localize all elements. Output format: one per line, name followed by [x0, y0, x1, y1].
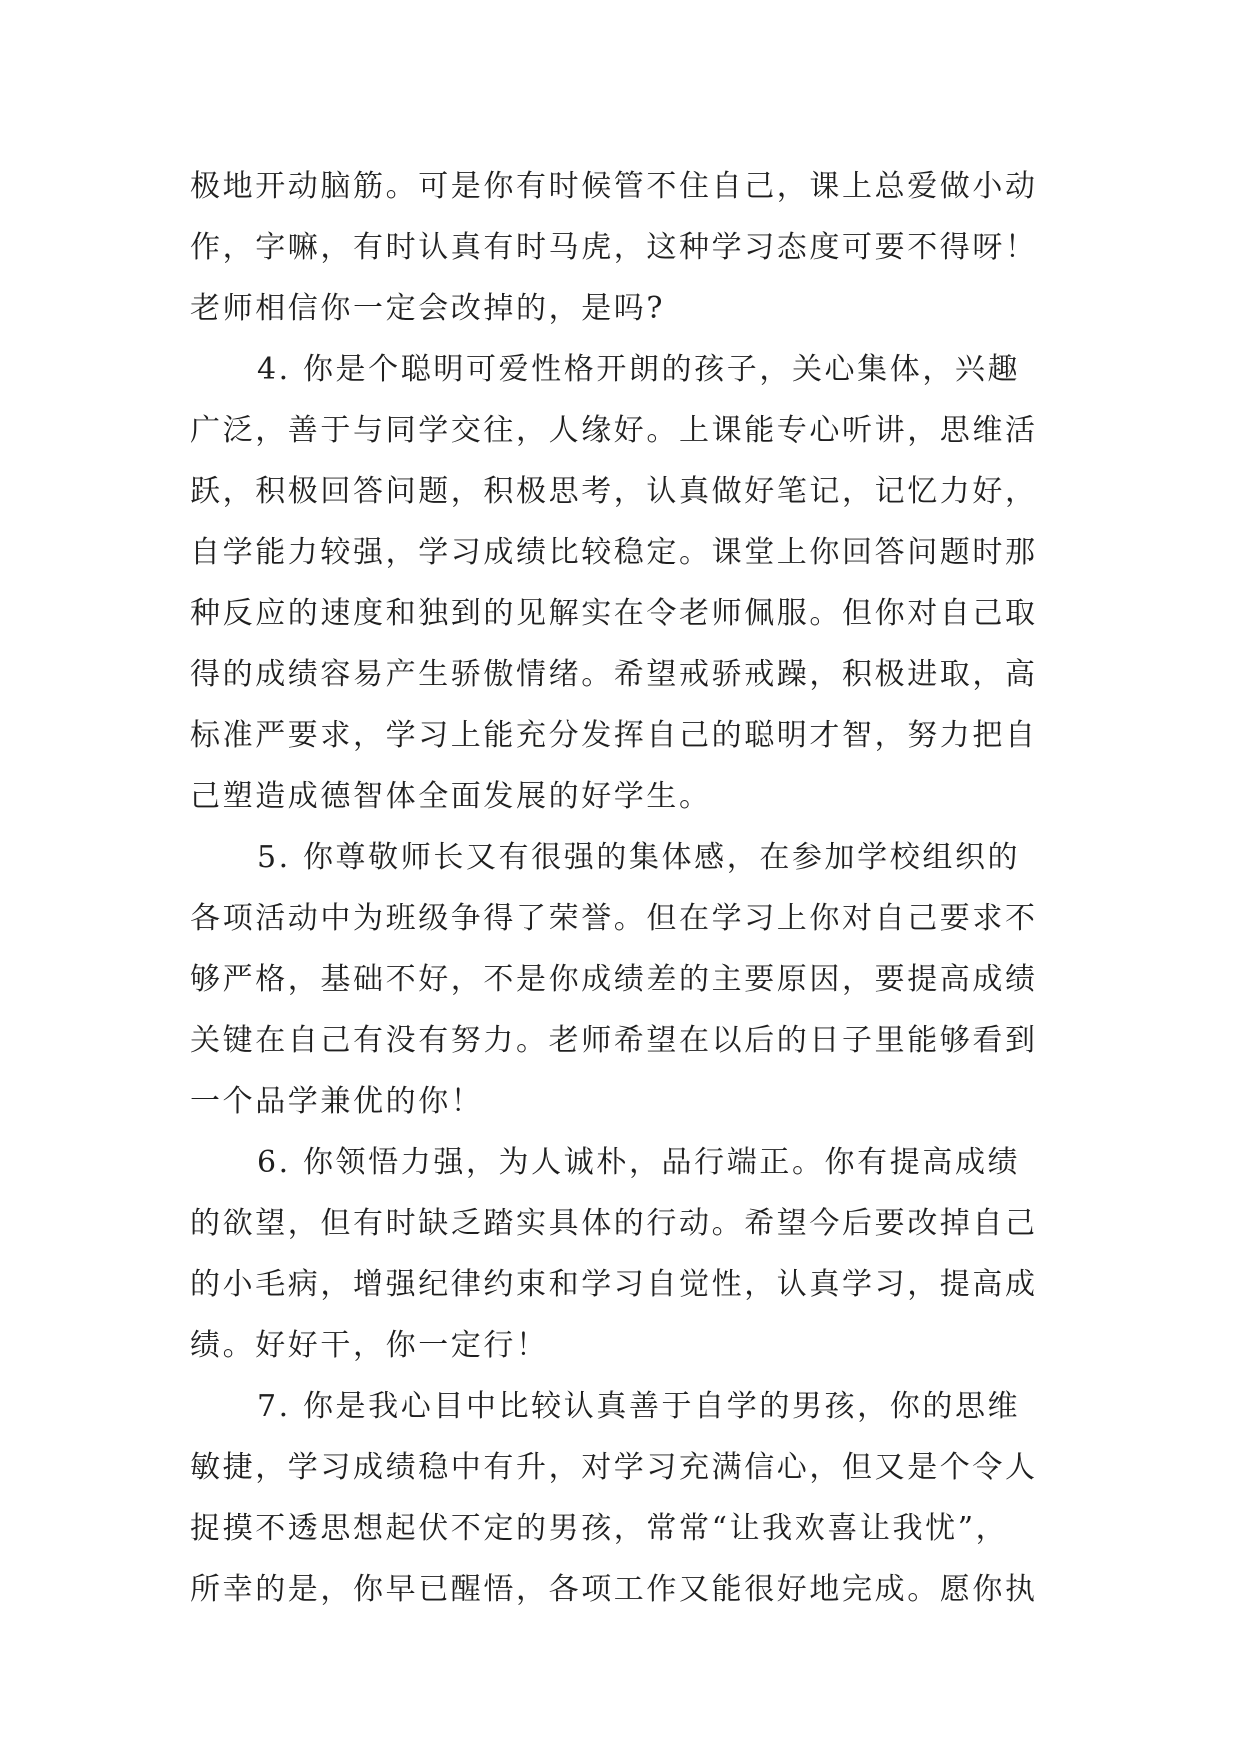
paragraph-5-start: 5. 你尊敬师长又有很强的集体感，在参加学校组织的 [257, 840, 1021, 875]
text-line: 的欲望，但有时缺乏踏实具体的行动。希望今后要改掉自己 [190, 1206, 1038, 1241]
text-line: 关键在自己有没有努力。老师希望在以后的日子里能够看到 [190, 1023, 1038, 1058]
text-line: 够严格，基础不好，不是你成绩差的主要原因，要提高成绩 [190, 962, 1038, 997]
text-line: 各项活动中为班级争得了荣誉。但在学习上你对自己要求不 [190, 901, 1038, 936]
text-line: 所幸的是，你早已醒悟，各项工作又能很好地完成。愿你执 [190, 1572, 1038, 1607]
text-line: 老师相信你一定会改掉的，是吗? [190, 291, 666, 326]
text-line: 种反应的速度和独到的见解实在令老师佩服。但你对自己取 [190, 596, 1038, 631]
text-line: 敏捷，学习成绩稳中有升，对学习充满信心，但又是个令人 [190, 1450, 1038, 1485]
text-line: 绩。好好干，你一定行！ [190, 1328, 549, 1363]
text-line: 得的成绩容易产生骄傲情绪。希望戒骄戒躁，积极进取，高 [190, 657, 1038, 692]
text-line: 一个品学兼优的你！ [190, 1084, 484, 1119]
text-line: 标准严要求，学习上能充分发挥自己的聪明才智，努力把自 [190, 718, 1038, 753]
text-line: 跃，积极回答问题，积极思考，认真做好笔记，记忆力好， [190, 474, 1038, 509]
paragraph-6-start: 6. 你领悟力强，为人诚朴，品行端正。你有提高成绩 [257, 1145, 1021, 1180]
text-line: 的小毛病，增强纪律约束和学习自觉性，认真学习，提高成 [190, 1267, 1038, 1302]
text-line: 捉摸不透思想起伏不定的男孩，常常“让我欢喜让我忧”， [190, 1511, 1009, 1546]
paragraph-4-start: 4. 你是个聪明可爱性格开朗的孩子，关心集体，兴趣 [257, 352, 1021, 387]
text-line: 自学能力较强，学习成绩比较稳定。课堂上你回答问题时那 [190, 535, 1038, 570]
paragraph-7-start: 7. 你是我心目中比较认真善于自学的男孩，你的思维 [257, 1389, 1021, 1424]
text-line: 极地开动脑筋。可是你有时候管不住自己，课上总爱做小动 [190, 169, 1038, 204]
text-line: 作，字嘛，有时认真有时马虎，这种学习态度可要不得呀！ [190, 230, 1038, 265]
text-line: 广泛，善于与同学交往，人缘好。上课能专心听讲，思维活 [190, 413, 1038, 448]
text-line: 己塑造成德智体全面发展的好学生。 [190, 779, 712, 814]
